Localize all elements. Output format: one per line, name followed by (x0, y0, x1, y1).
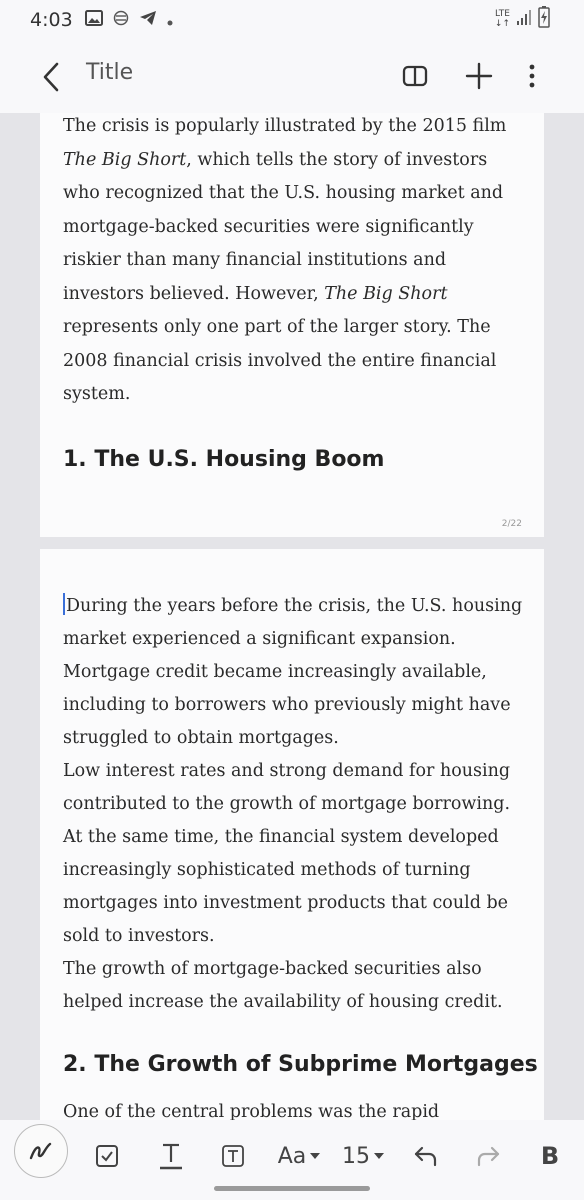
italic-title: The Big Short (324, 283, 448, 304)
text-line: During the years before the crisis, the U.S. housing (63, 590, 533, 623)
font-button[interactable] (274, 1136, 324, 1176)
signal-icon (516, 8, 532, 30)
page1-paragraph[interactable] (63, 113, 533, 412)
status-system-icons (495, 6, 550, 32)
home-indicator[interactable] (214, 1186, 370, 1191)
page2-paragraph[interactable] (63, 590, 533, 1019)
battery-icon (538, 6, 550, 32)
trailing-text-line[interactable]: One of the central problems was the rapid (63, 1102, 440, 1120)
text-line: Low interest rates and strong demand for housing (63, 761, 511, 781)
more-options-button[interactable] (515, 59, 549, 93)
text-cursor (63, 593, 65, 615)
text-line: investors believed. However, The Big Short (63, 283, 448, 304)
section-heading-2[interactable]: 2. The Growth of Subprime Mortgages (63, 1052, 538, 1077)
top-toolbar (0, 40, 584, 113)
redo-icon (475, 1145, 501, 1167)
dot-icon (167, 11, 173, 30)
checkbox-icon (95, 1144, 119, 1168)
text-line: struggled to obtain mortgages. (63, 728, 339, 748)
text-line: 2008 financial crisis involved the entire financial (63, 350, 497, 371)
book-icon (402, 65, 428, 87)
text-line: The crisis is popularly illustrated by the 2015 film (63, 116, 507, 136)
redo-button[interactable] (470, 1136, 506, 1176)
bold-label: B (540, 1142, 560, 1170)
title-field[interactable]: Title (86, 60, 134, 85)
status-notification-icons (85, 10, 173, 30)
text-line: represents only one part of the larger story. The (63, 317, 491, 337)
text-line: increasingly sophisticated methods of turning (63, 860, 471, 880)
text-line: including to borrowers who previously might have (63, 695, 511, 715)
status-bar (0, 0, 584, 40)
text-line: contributed to the growth of mortgage borrowing. (63, 794, 511, 814)
text-line: market experienced a significant expansion. (63, 629, 456, 649)
text-line: mortgage-backed securities were significantly (63, 216, 474, 237)
text-line: riskier than many financial institutions and (63, 250, 447, 270)
font-size-value: 15 (342, 1143, 370, 1169)
plus-icon (465, 62, 493, 90)
text-box-button[interactable] (218, 1136, 248, 1176)
chevron-down-icon (310, 1153, 320, 1159)
gallery-icon (85, 10, 103, 30)
chevron-down-icon (374, 1153, 384, 1159)
font-label: Aa (277, 1143, 307, 1169)
text-line: sold to investors. (63, 926, 215, 946)
text-line: The Big Short, which tells the story of investors (63, 149, 488, 170)
back-icon (42, 62, 60, 92)
text-line: system. (63, 384, 131, 404)
add-page-button[interactable] (462, 59, 496, 93)
text-line: mortgages into investment products that could be (63, 893, 509, 913)
more-icon (529, 64, 535, 88)
note-page-1[interactable] (40, 113, 544, 537)
checkbox-button[interactable] (92, 1136, 122, 1176)
page-number: 2/22 (501, 519, 522, 529)
telegram-icon (139, 10, 157, 30)
bold-button[interactable] (534, 1136, 566, 1176)
text-box-icon (221, 1144, 245, 1168)
italic-title: The Big Short (63, 149, 187, 170)
pen-icon (28, 1140, 54, 1162)
text-line: Mortgage credit became increasingly available, (63, 662, 487, 682)
text-line: helped increase the availability of housing credit. (63, 992, 503, 1012)
reading-mode-button[interactable] (398, 59, 432, 93)
text-line: The growth of mortgage-backed securities also (63, 959, 482, 979)
text-style-icon (158, 1142, 184, 1170)
status-time: 4:03 (30, 9, 73, 31)
pen-mode-button[interactable] (14, 1124, 68, 1178)
network-type: LTE ↓↑ (494, 9, 510, 29)
text-style-button[interactable] (156, 1136, 186, 1176)
text-line: who recognized that the U.S. housing market and (63, 183, 504, 203)
back-button[interactable] (34, 58, 68, 96)
text-line: At the same time, the financial system developed (63, 827, 499, 847)
note-page-2[interactable] (40, 549, 544, 1120)
sync-icon (113, 10, 129, 30)
undo-icon (413, 1145, 439, 1167)
undo-button[interactable] (408, 1136, 444, 1176)
font-size-button[interactable] (340, 1136, 386, 1176)
section-heading-1[interactable]: 1. The U.S. Housing Boom (63, 447, 385, 472)
